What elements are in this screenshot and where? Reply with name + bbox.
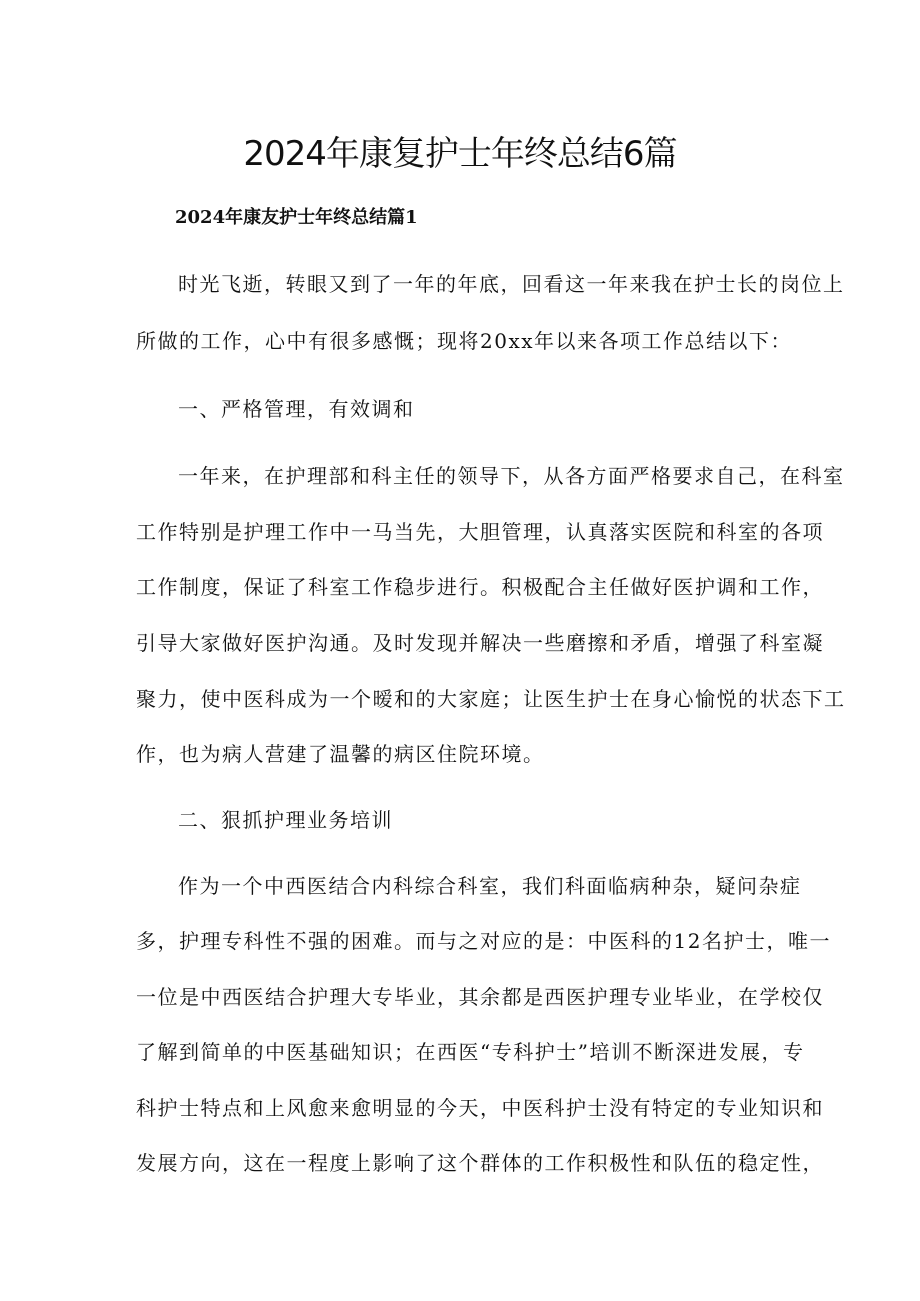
paragraph-line: 时光飞逝，转眼又到了一年的年底，回看这一年来我在护士长的岗位上 — [178, 272, 845, 296]
paragraph-line: 作为一个中西医结合内科综合科室，我们科面临病种杂，疑问杂症 — [178, 874, 802, 898]
paragraph-line: 作，也为病人营建了温馨的病区住院环境。 — [136, 742, 545, 766]
paragraph-line: 了解到简单的中医基础知识；在西医“专科护士”培训不断深进发展，专 — [136, 1040, 805, 1064]
paragraph-line: 引导大家做好医护沟通。及时发现并解决一些磨擦和矛盾，增强了科室凝 — [136, 631, 824, 655]
section-heading: 2024年康友护士年终总结篇1 — [175, 207, 418, 228]
paragraph-line: 一年来，在护理部和科主任的领导下，从各方面严格要求自己，在科室 — [178, 464, 845, 488]
paragraph-line: 所做的工作，心中有很多感慨；现将20xx年以来各项工作总结以下： — [136, 329, 793, 353]
paragraph-line: 科护士特点和上风愈来愈明显的今天，中医科护士没有特定的专业知识和 — [136, 1096, 824, 1120]
section-subheading: 一、严格管理，有效调和 — [178, 397, 415, 421]
paragraph-line: 工作特别是护理工作中一马当先，大胆管理，认真落实医院和科室的各项 — [136, 520, 824, 544]
paragraph-line: 聚力，使中医科成为一个暧和的大家庭；让医生护士在身心愉悦的状态下工 — [136, 687, 846, 711]
paragraph-line: 工作制度，保证了科室工作稳步进行。积极配合主任做好医护调和工作， — [136, 575, 824, 599]
paragraph-line: 一位是中西医结合护理大专毕业，其余都是西医护理专业毕业，在学校仅 — [136, 985, 824, 1009]
section-subheading: 二、狠抓护理业务培训 — [178, 808, 393, 832]
paragraph-line: 发展方向，这在一程度上影响了这个群体的工作积极性和队伍的稳定性， — [136, 1151, 824, 1175]
paragraph-line: 多，护理专科性不强的困难。而与之对应的是：中医科的12名护士，唯一 — [136, 929, 831, 953]
document-title: 2024年康复护士年终总结6篇 — [243, 134, 677, 174]
